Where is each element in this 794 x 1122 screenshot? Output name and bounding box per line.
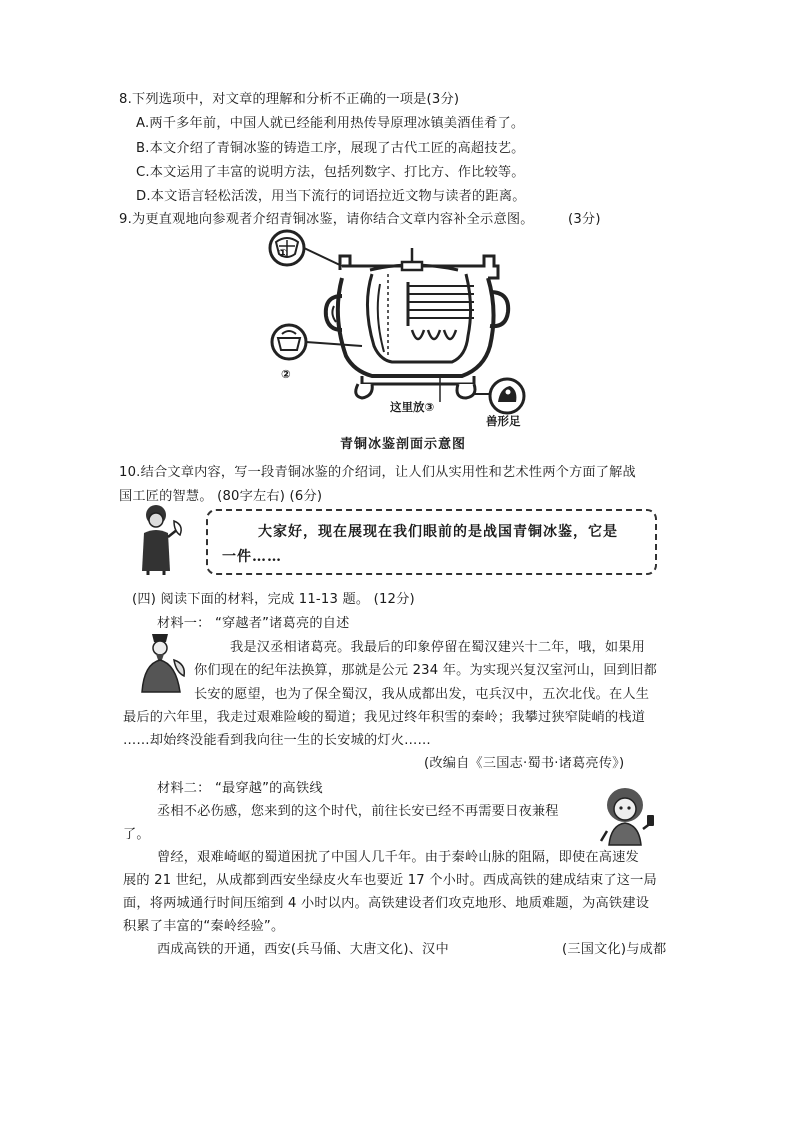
modern-girl-figure bbox=[597, 785, 655, 847]
material2-last-right: (三国文化)与成都 bbox=[562, 942, 667, 957]
guide-cartoon-figure bbox=[136, 503, 186, 577]
guide-figure-icon bbox=[136, 503, 186, 577]
q8-stem: 8.下列选项中，对文章的理解和分析不正确的一项是(3分) bbox=[119, 92, 460, 107]
q8-option-d: D.本文语言轻松活泼，用当下流行的词语拉近文物与读者的距离。 bbox=[136, 189, 526, 204]
diagram-label-here: 这里放③ bbox=[390, 400, 435, 414]
q9-score: (3分) bbox=[568, 212, 601, 227]
diagram-label-2: ② bbox=[281, 367, 291, 381]
diagram-label-1: ① bbox=[278, 246, 288, 260]
material2-line6: 积累了丰富的“秦岭经验”。 bbox=[123, 919, 285, 934]
material1-line2: 你们现在的纪年法换算，那就是公元 234 年。为实现兴复汉室河山，回到旧都 bbox=[194, 663, 657, 678]
material1-line1: 我是汉丞相诸葛亮。我最后的印象停留在蜀汉建兴十二年，哦，如果用 bbox=[230, 640, 646, 655]
diagram-label-foot: 兽形足 bbox=[486, 414, 521, 428]
material1-line3: 长安的愿望，也为了保全蜀汉，我从成都出发，屯兵汉中，五次北伐。在人生 bbox=[194, 687, 650, 702]
section4-heading: (四) 阅读下面的材料，完成 11-13 题。 (12分) bbox=[132, 592, 415, 607]
material2-line4: 展的 21 世纪，从成都到西安坐绿皮火车也要近 17 个小时。西成高铁的建成结束了这一局 bbox=[123, 873, 657, 888]
q8-option-a: A.两千多年前，中国人就已经能利用热传导原理冰镇美酒佳肴了。 bbox=[136, 116, 525, 131]
material2-last-left: 西成高铁的开通，西安(兵马俑、大唐文化)、汉中 bbox=[157, 942, 449, 957]
material1-title: 材料一： “穿越者”诸葛亮的自述 bbox=[157, 616, 350, 631]
zhuge-liang-figure bbox=[134, 630, 190, 696]
material1-source: (改编自《三国志·蜀书·诸葛亮传》) bbox=[424, 756, 625, 771]
q10-stem-line1: 10.结合文章内容，写一段青铜冰鉴的介绍词，让人们从实用性和艺术性两个方面了解战 bbox=[119, 465, 636, 480]
modern-girl-icon bbox=[597, 785, 655, 847]
material2-title: 材料二： “最穿越”的高铁线 bbox=[157, 781, 323, 796]
intro-box-line1: 大家好，现在展现在我们眼前的是战国青铜冰鉴，它是 bbox=[258, 524, 618, 540]
material1-line4: 最后的六年里，我走过艰难险峻的蜀道；我见过终年积雪的秦岭；我攀过狭窄陡峭的栈道 bbox=[123, 710, 646, 725]
q8-option-c: C.本文运用了丰富的说明方法，包括列数字、打比方、作比较等。 bbox=[136, 165, 525, 180]
intro-box-line2: 一件…… bbox=[222, 549, 282, 565]
material2-line5: 面，将两城通行时间压缩到 4 小时以内。高铁建设者们攻克地形、地质难题，为高铁建设 bbox=[123, 896, 650, 911]
material1-line5: ……却始终没能看到我向往一生的长安城的灯火…… bbox=[123, 733, 431, 748]
q10-stem-line2: 国工匠的智慧。 (80字左右) (6分) bbox=[119, 489, 323, 504]
material2-line1: 丞相不必伤感，您来到的这个时代，前往长安已经不再需要日夜兼程 bbox=[157, 804, 559, 819]
material2-line3: 曾经，艰难崎岖的蜀道困扰了中国人几千年。由于秦岭山脉的阻隔，即使在高速发 bbox=[157, 850, 639, 865]
material2-line2: 了。 bbox=[123, 827, 150, 842]
q8-option-b: B.本文介绍了青铜冰鉴的铸造工序，展现了古代工匠的高超技艺。 bbox=[136, 141, 525, 156]
diagram-caption: 青铜冰鉴剖面示意图 bbox=[340, 437, 467, 452]
q9-stem: 9.为更直观地向参观者介绍青铜冰鉴，请你结合文章内容补全示意图。 bbox=[119, 212, 534, 227]
zhuge-liang-icon bbox=[134, 630, 190, 696]
